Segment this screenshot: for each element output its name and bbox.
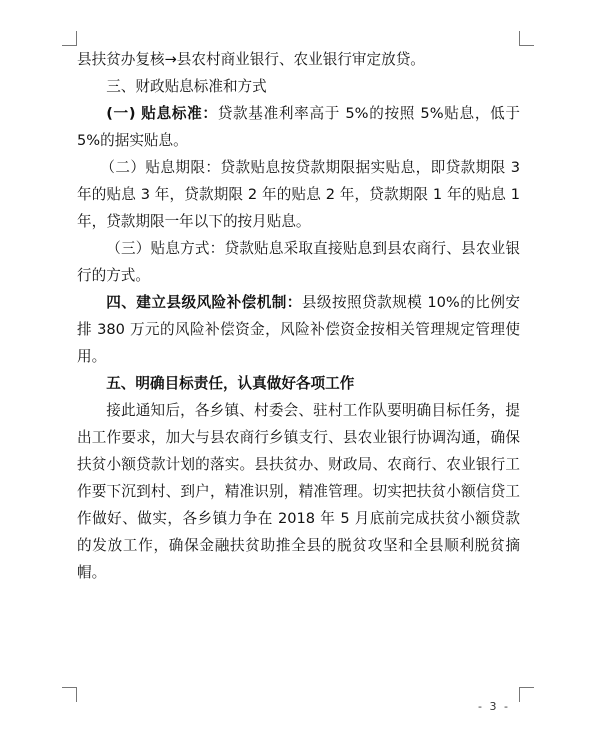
subsidy-standard-text: 贷款基准利率高于 5%的按照 5%贴息，低于 5%的据实贴息。 — [77, 105, 521, 149]
page-number: - 3 - — [478, 700, 510, 713]
crop-mark-top-right — [519, 31, 534, 46]
heading-responsibility: 五、明确目标责任，认真做好各项工作 — [106, 375, 355, 392]
paragraph-approval: 县扶贫办复核→县农村商业银行、农业银行审定放贷。 — [77, 51, 425, 68]
subsidy-standard-label: (一) 贴息标准： — [106, 105, 218, 122]
document-body — [77, 46, 520, 586]
paragraph-risk-compensation — [77, 289, 520, 370]
paragraph-work-requirements: 接此通知后，各乡镇、村委会、驻村工作队要明确目标任务，提出工作要求，加大与县农商行乡镇支行、县农业银行协调沟通，确保扶贫小额贷款计划的落实。县扶贫办、财政局、农商行、农业银行工作要下沉到村、到户，精准识别，精准管理。切实把扶贫小额信贷工作做好、做实，各乡镇力争在 2018 年 5 月底前完成扶贫小额贷款的发放工作，确保金融扶贫助推全县的脱贫攻坚和全县顺利脱贫摘帽。 — [77, 402, 520, 581]
heading-interest-subsidy: 三、财政贴息标准和方式 — [106, 78, 267, 95]
risk-compensation-text: 县级按照贷款规模 10%的比例安排 380 万元的风险补偿资金，风险补偿资金按相关管理规定管理使用。 — [77, 294, 520, 365]
paragraph-subsidy-period: （二）贴息期限：贷款贴息按贷款期限据实贴息，即贷款期限 3 年的贴息 3 年，贷款期限 2 年的贴息 2 年，贷款期限 1 年的贴息 1 年，贷款期限一年以下的按月贴息。 — [77, 159, 520, 230]
paragraph-subsidy-standard — [77, 100, 520, 154]
paragraph-subsidy-method: （三）贴息方式：贷款贴息采取直接贴息到县农商行、县农业银行的方式。 — [77, 240, 520, 284]
crop-mark-top-left — [62, 31, 77, 46]
risk-compensation-label: 四、建立县级风险补偿机制： — [106, 294, 302, 311]
crop-mark-bottom-left — [62, 687, 77, 702]
